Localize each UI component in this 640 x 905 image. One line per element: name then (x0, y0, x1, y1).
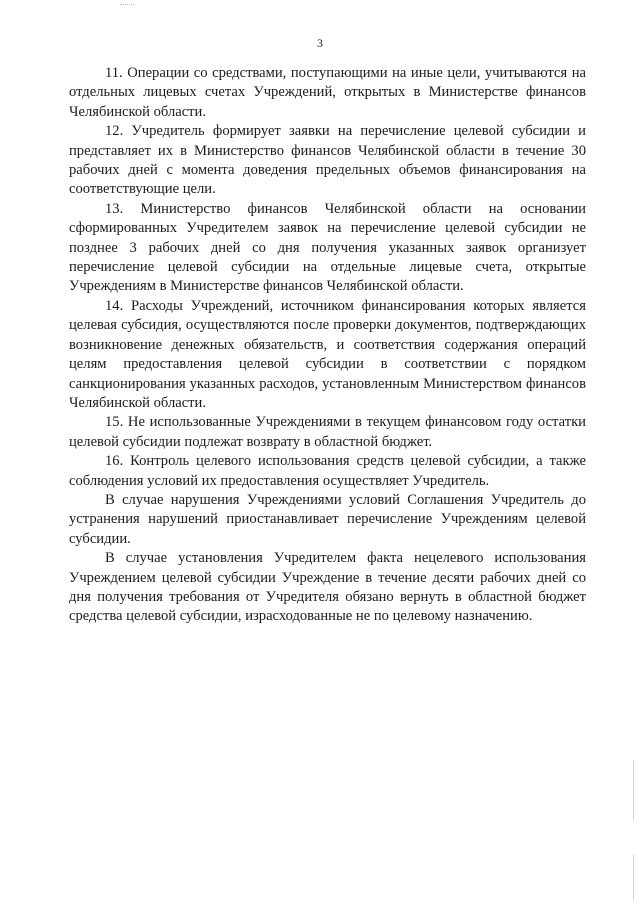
page-number: 3 (317, 36, 323, 50)
document-body (69, 64, 586, 627)
paragraph-13: 13. Министерство финансов Челябинской области на основании сформированных Учредителем заявок на перечисление целевой субсидии не позднее 3 рабочих дней со дня получения указанных заявок организует перечисление целевой субсидии на отдельные лицевые счета, открытые Учреждениям в Министерстве финансов Челябинской области. (69, 200, 586, 295)
paragraph-violation: В случае нарушения Учреждениями условий Соглашения Учредитель до устранения нарушений приостанавливает перечисление Учреждениям целевой субсидии. (69, 491, 586, 547)
scan-artifact-mark (120, 4, 134, 6)
scan-edge-mark (633, 760, 634, 820)
paragraph-16: 16. Контроль целевого использования средств целевой субсидии, а также соблюдения условий их предоставления осуществляет Учредитель. (69, 453, 586, 489)
scan-edge-mark-lower (633, 855, 634, 900)
paragraph-11: 11. Операции со средствами, поступающими на иные цели, учитываются на отдельных лицевых счетах Учреждений, открытых в Министерстве финансов Челябинской области. (69, 65, 586, 120)
paragraph-12: 12. Учредитель формирует заявки на перечисление целевой субсидии и представляет их в Министерство финансов Челябинской области в течение 30 рабочих дней с момента доведения предельных объемов финансирования на соответствующие цели. (69, 123, 586, 198)
paragraph-misuse: В случае установления Учредителем факта нецелевого использования Учреждением целевой субсидии Учреждение в течение десяти рабочих дней со дня получения требования от Учредителя обязано вернуть в областной бюджет средства целевой субсидии, израсходованные не по целевому назначению. (69, 550, 586, 625)
paragraph-14: 14. Расходы Учреждений, источником финансирования которых является целевая субсидия, осуществляются после проверки документов, подтверждающих возникновение денежных обязательств, и соответствия содержания операций целям предоставления целевой субсидии в соответствии с порядком санкционирования указанных расходов, установленным Министерством финансов Челябинской области. (69, 297, 586, 411)
paragraph-15: 15. Не использованные Учреждениями в текущем финансовом году остатки целевой субсидии подлежат возврату в областной бюджет. (69, 414, 586, 450)
